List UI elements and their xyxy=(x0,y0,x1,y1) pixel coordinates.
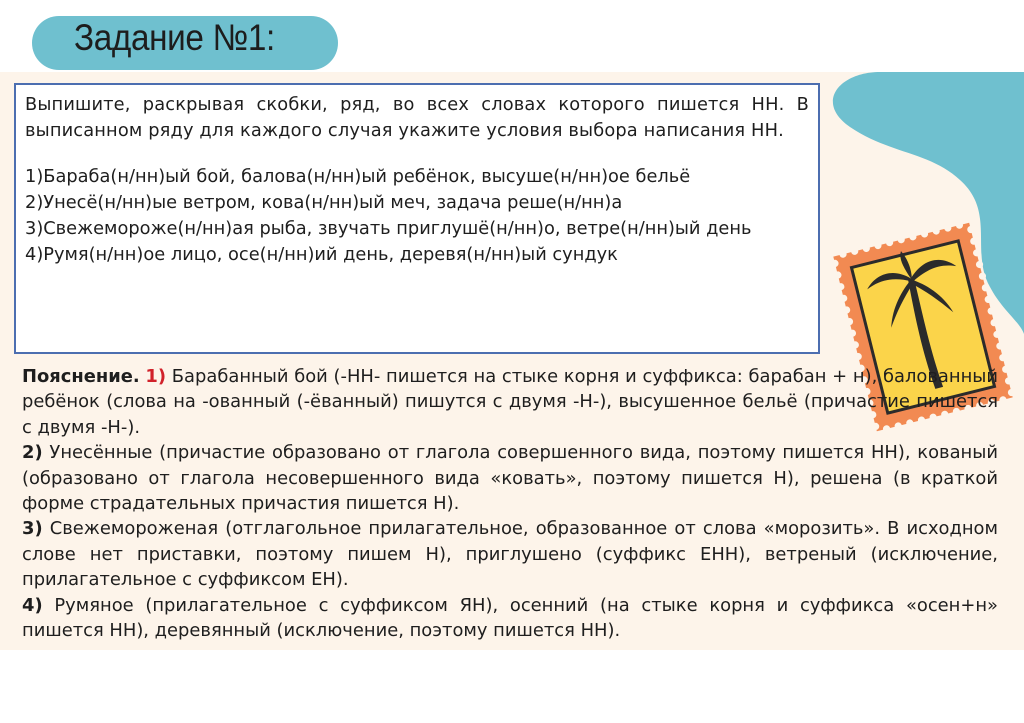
answer-option-2 xyxy=(25,190,809,216)
explanation-text: Свежемороженая (отглагольное прилагательное, образованное от слова «морозить». В исходном слове нет приставки, поэтому пишем Н), приглушено (суффикс ЕНН), ветреный (исключение, прилагательное с суффиксом ЕН). xyxy=(22,518,998,591)
option-text: Унесё(н/нн)ые ветром, кова(н/нн)ый меч, задача реше(н/нн)а xyxy=(43,192,623,213)
explanation-text: Унесённые (причастие образовано от глагола совершенного вида, поэтому пишется НН), кованый (образовано от глагола несовершенного вида «ковать», поэтому пишется Н), решена (в краткой форме страдательных причастия пишется Н). xyxy=(22,442,999,515)
explanation-text: Румяное (прилагательное с суффиксом ЯН), осенний (на стыке корня и суффикса «осен+н» пишется НН), деревянный (исключение, поэтому пишется НН). xyxy=(22,594,999,642)
answer-option-1 xyxy=(25,164,809,190)
task-instruction: Выпишите, раскрывая скобки, ряд, во всех словах которого пишется НН. В выписанном ряду для каждого случая укажите условия выбора написания НН. xyxy=(25,94,809,141)
explanation xyxy=(22,364,998,643)
answer-option-4 xyxy=(25,242,809,268)
option-number: 4) xyxy=(25,244,44,265)
answer-option-3 xyxy=(25,216,809,242)
explanation-item-3 xyxy=(22,516,998,592)
explanation-item-1 xyxy=(22,364,998,440)
explanation-label: Пояснение. xyxy=(22,366,140,387)
page-title: Задание №1: xyxy=(74,17,275,58)
option-text: Свежемороже(н/нн)ая рыба, звучать приглушё(н/нн)о, ветре(н/нн)ый день xyxy=(43,218,752,239)
task-box xyxy=(14,83,820,354)
explanation-text: Барабанный бой (-НН- пишется на стыке корня и суффикса: барабан + н), балованный ребёнок (слова на -ованный (-ёванный) пишутся с двумя -Н-), высушенное бельё (причастие пишется с двумя -Н-). xyxy=(22,366,999,438)
explanation-number: 2) xyxy=(22,442,43,464)
explanation-item-4 xyxy=(22,593,998,644)
option-text: Румя(н/нн)ое лицо, осе(н/нн)ий день, деревя(н/нн)ый сундук xyxy=(43,244,618,265)
answer-options xyxy=(25,164,809,268)
option-number: 3) xyxy=(25,218,44,239)
option-number: 2) xyxy=(25,192,44,213)
explanation-number: 4) xyxy=(22,594,43,616)
explanation-item-2 xyxy=(22,440,998,516)
option-number: 1) xyxy=(25,166,44,187)
explanation-number: 3) xyxy=(22,518,43,540)
explanation-number: 1) xyxy=(145,366,167,387)
option-text: Бараба(н/нн)ый бой, балова(н/нн)ый ребёнок, высуше(н/нн)ое бельё xyxy=(43,166,691,187)
